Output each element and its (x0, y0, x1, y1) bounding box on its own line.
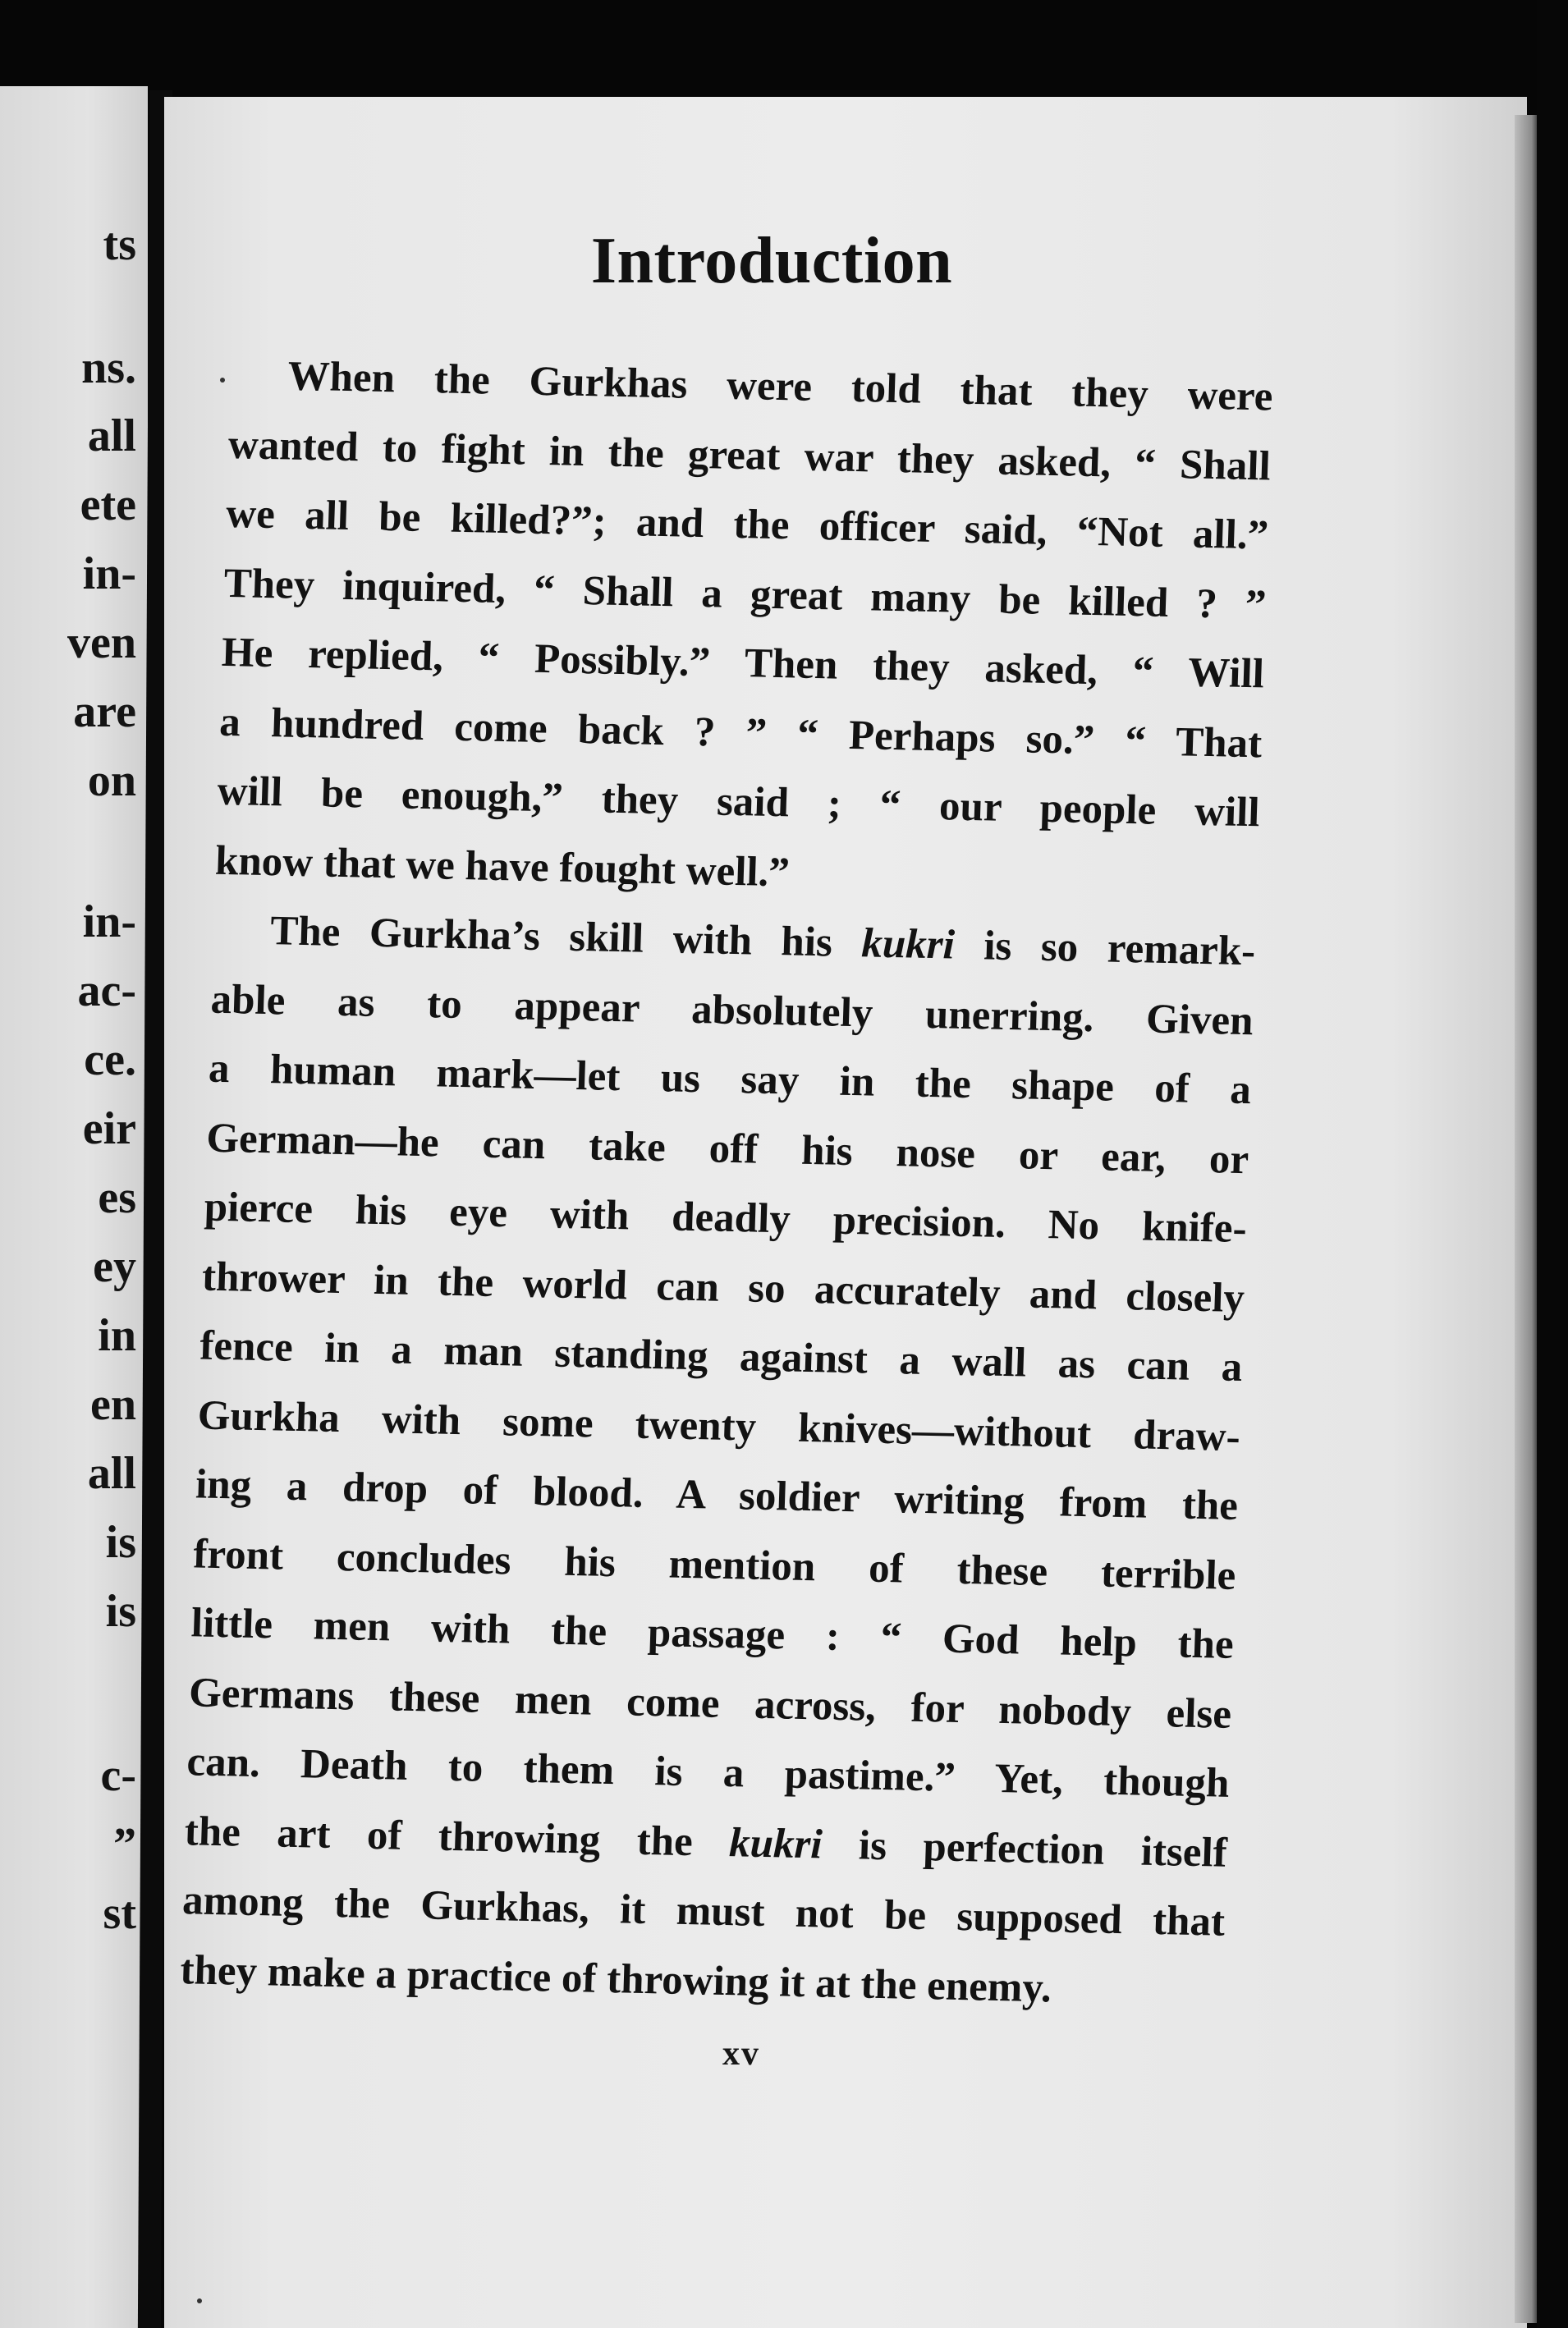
text-line: The Gurkha’s skill with his kukri is so remark- (269, 908, 1257, 975)
left-page-fragment: ns. (81, 342, 136, 393)
left-page-fragment: es (98, 1172, 136, 1223)
left-page-fragment: on (87, 755, 136, 806)
text-line: Germans these men come across, for nobody else (188, 1669, 1232, 1738)
left-page-fragment: is (105, 1586, 136, 1637)
left-page-fragment: ac- (77, 965, 136, 1016)
text-line: front concludes his mention of these terrible (192, 1530, 1237, 1599)
left-page-fragment: en (90, 1379, 136, 1430)
body-text (179, 341, 1273, 2027)
left-page-fragment: is (105, 1517, 136, 1568)
left-page-fragment: st (103, 1888, 136, 1939)
left-page-fragment: in- (82, 896, 136, 947)
text-line: little men with the passage : “ God help the (190, 1600, 1235, 1668)
text-line: can. Death to them is a pastime.” Yet, though (186, 1739, 1231, 1807)
text-line: fence in a man standing against a wall as can a (199, 1322, 1244, 1391)
page-title: Introduction (590, 225, 953, 297)
left-page-fragment: ” (113, 1819, 136, 1870)
text-line: a hundred come back ? ” “ Perhaps so.” “ That (218, 699, 1263, 767)
speck (220, 378, 225, 383)
text-line: a human mark—let us say in the shape of a (208, 1045, 1252, 1114)
text-line: among the Gurkhas, it must not be supposed that (181, 1877, 1226, 1945)
scan-background-right (1537, 0, 1568, 2328)
text-line: When the Gurkhas were told that they were (287, 353, 1274, 420)
text-line: they make a practice of throwing it at the enemy. (179, 1946, 1052, 2011)
italic-word: kukri (728, 1819, 823, 1867)
page-number: xv (722, 2035, 760, 2073)
page-edge-shadow (1515, 115, 1539, 2323)
text-line: ing a drop of blood. A soldier writing from the (195, 1461, 1239, 1529)
left-page-fragment: all (87, 1448, 136, 1499)
left-page-fragment: all (87, 410, 136, 461)
left-page-fragment: ete (80, 479, 136, 530)
left-page-fragment: in (98, 1310, 136, 1361)
text-line: Gurkha with some twenty knives—without draw- (196, 1391, 1241, 1460)
left-page-fragment: ey (93, 1241, 136, 1292)
left-page-fragment: c- (100, 1750, 136, 1801)
text-line: German—he can take off his nose or ear, or (205, 1115, 1250, 1183)
left-page-fragment: ven (67, 617, 136, 668)
text-line: able as to appear absolutely unerring. Given (209, 976, 1254, 1044)
left-page-fragment: are (73, 686, 136, 737)
text-line: we all be killed?”; and the officer said, “Not all.” (225, 490, 1269, 559)
speck (197, 2298, 202, 2303)
text-line: pierce his eye with deadly precision. No knife- (203, 1184, 1248, 1253)
text-line: the art of throwing the kukri is perfection itself (184, 1808, 1228, 1877)
text-line: thrower in the world can so accurately and closely (201, 1253, 1245, 1322)
facing-page-left (0, 86, 148, 2328)
text-line: He replied, “ Possibly.” Then they asked, “ Will (221, 629, 1265, 698)
italic-word: kukri (860, 920, 956, 969)
left-page-fragment: ce. (84, 1034, 136, 1085)
text-line: They inquired, “ Shall a great many be killed ? ” (222, 560, 1268, 628)
left-page-fragment: in- (82, 548, 136, 599)
text-line: know that we have fought well.” (214, 837, 791, 896)
text-line: wanted to fight in the great war they asked, “ Shall (227, 421, 1272, 490)
left-page-fragment: ts (103, 219, 136, 270)
text-line: will be enough,” they said ; “ our people will (216, 768, 1261, 836)
left-page-fragment: eir (82, 1103, 136, 1154)
